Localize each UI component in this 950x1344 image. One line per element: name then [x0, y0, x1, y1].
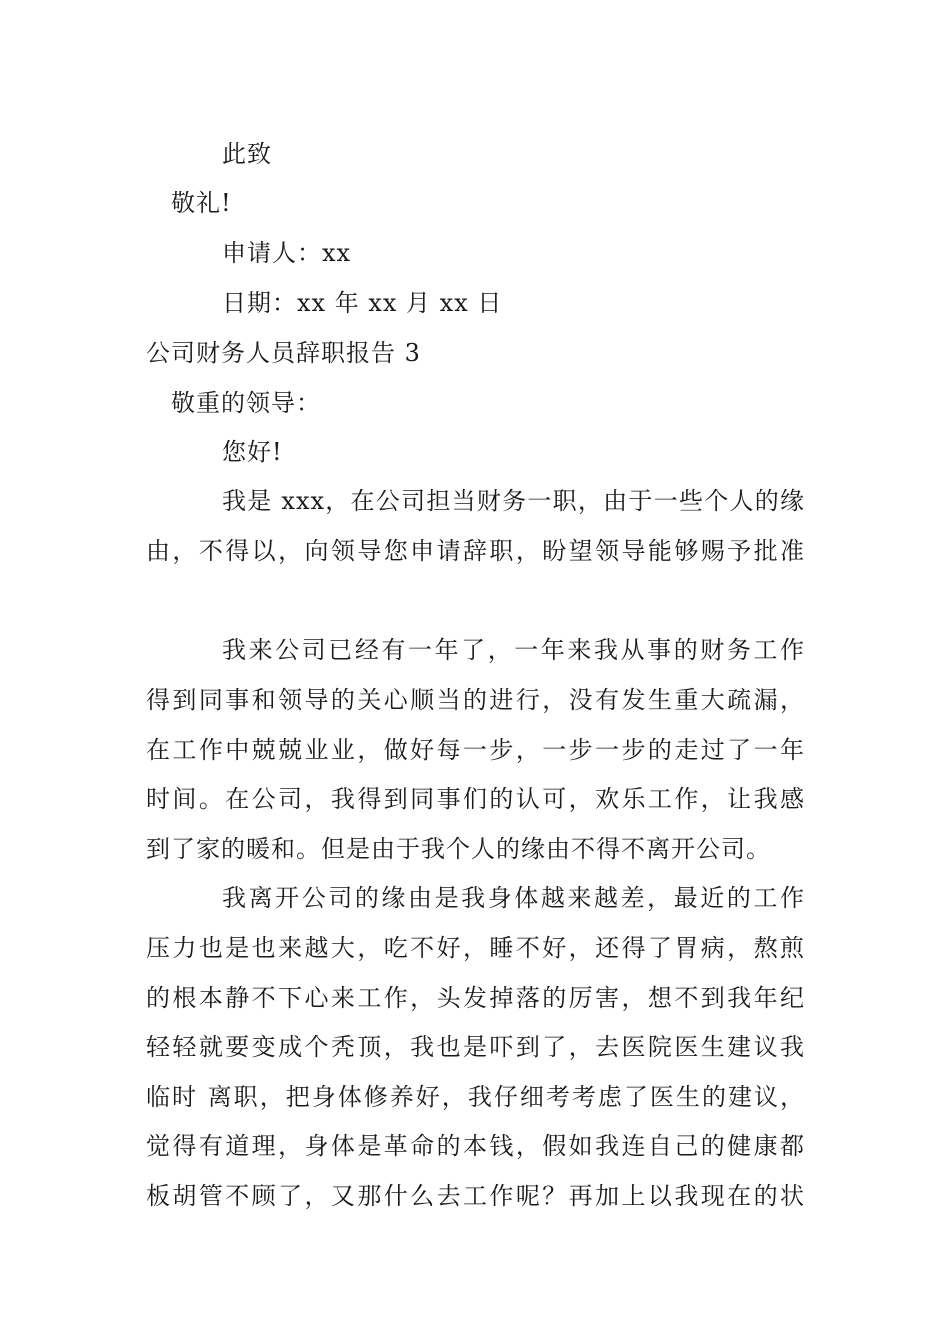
- paragraph-line: 时间。在公司，我得到同事们的认可，欢乐工作，让我感: [146, 785, 805, 813]
- paragraph-line: 觉得有道理，身体是革命的本钱，假如我连自己的健康都: [146, 1132, 805, 1160]
- paragraph-line: 板胡管不顾了，又那什么去工作呢？再加上以我现在的状: [146, 1182, 805, 1210]
- paragraph-line: 我是 xxx，在公司担当财务一职，由于一些个人的缘: [222, 487, 805, 515]
- letter-hello: 您好!: [222, 438, 283, 466]
- paragraph-line: 临时 离职，把身体修养好，我仔细考考虑了医生的建议，: [146, 1083, 805, 1111]
- paragraph-line: 的根本静不下心来工作，头发掉落的厉害，想不到我年纪: [146, 984, 805, 1012]
- paragraph-line: 到了家的暖和。但是由于我个人的缘由不得不离开公司。: [146, 835, 771, 863]
- paragraph-line: 得到同事和领导的关心顺当的进行，没有发生重大疏漏，: [146, 686, 805, 714]
- closing-respects: 敬礼!: [171, 189, 232, 217]
- letter-greeting: 敬重的领导：: [171, 389, 321, 417]
- report-title: 公司财务人员辞职报告 3: [146, 339, 421, 367]
- paragraph-line: 我来公司已经有一年了，一年来我从事的财务工作: [222, 636, 805, 664]
- paragraph-line: 压力也是也来越大，吃不好，睡不好，还得了胃病，熬煎: [146, 934, 805, 962]
- paragraph-line: 轻轻就要变成个秃顶，我也是吓到了，去医院医生建议我: [146, 1033, 805, 1061]
- paragraph-line: 我离开公司的缘由是我身体越来越差，最近的工作: [222, 884, 805, 912]
- paragraph-line: 由，不得以，向领导您申请辞职，盼望领导能够赐予批准: [146, 537, 805, 565]
- paragraph-line: 在工作中兢兢业业，做好每一步，一步一步的走过了一年: [146, 736, 805, 764]
- closing-salutation: 此致: [222, 140, 272, 168]
- applicant-line: 申请人：xx: [222, 239, 352, 267]
- date-line: 日期：xx 年 xx 月 xx 日: [222, 289, 503, 317]
